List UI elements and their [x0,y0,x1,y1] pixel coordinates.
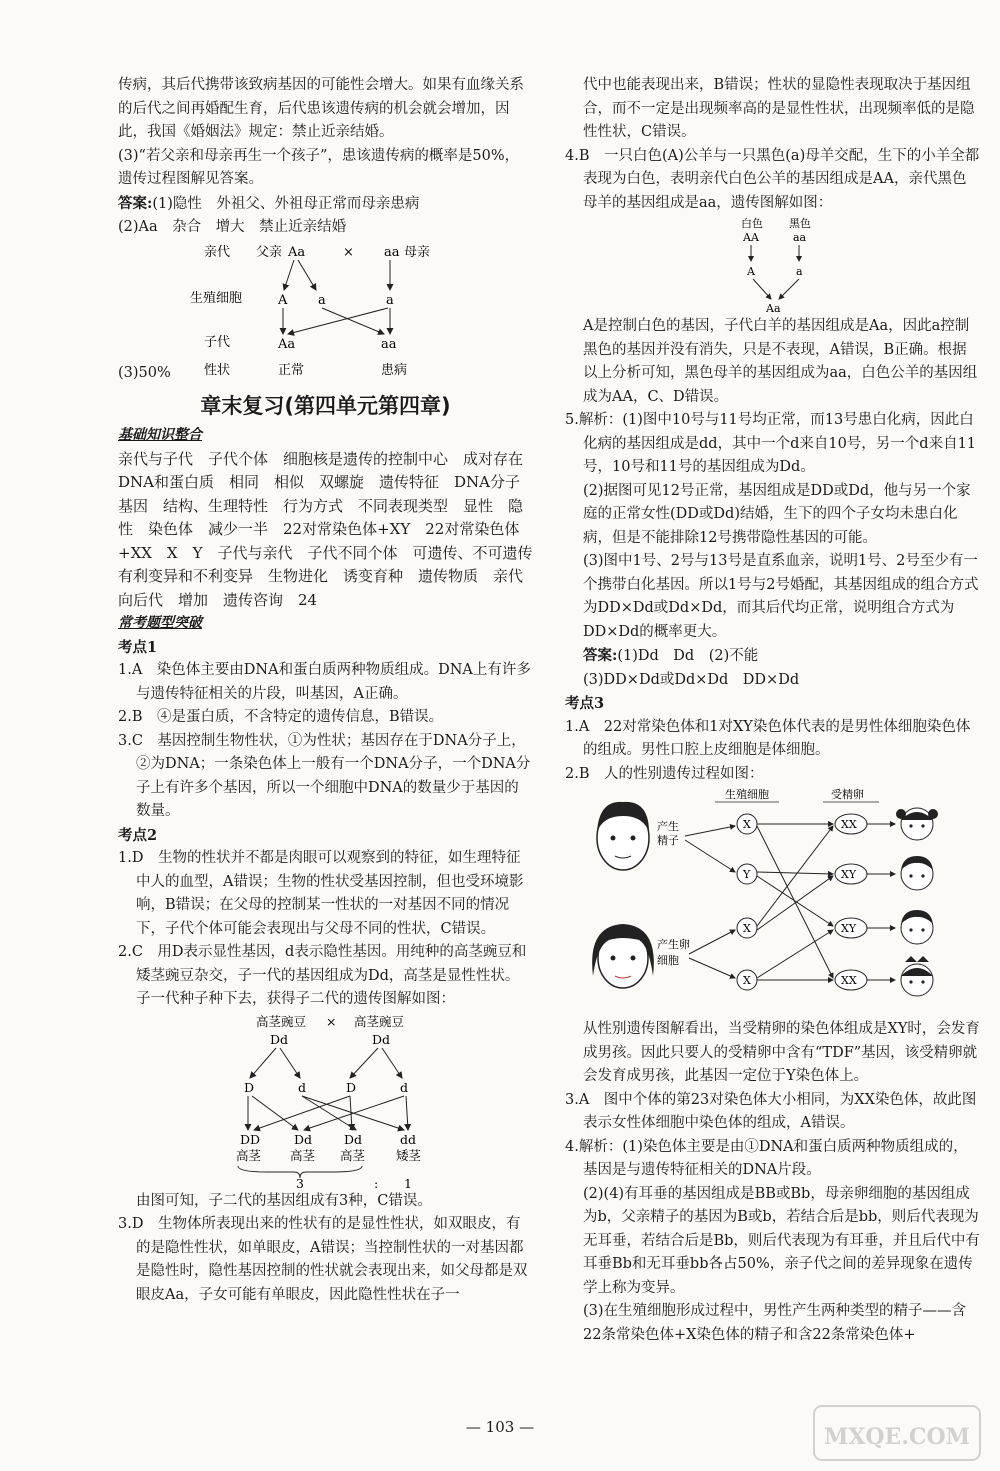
kp1-item-1: 1.A 染色体主要由DNA和蛋白质两种物质组成。DNA上有许多与遗传特征相关的片段，叫基因，A正确。 [118,662,531,702]
girl-face-icon-2 [901,956,933,996]
cross-symbol-2: × [326,1013,337,1029]
trait-tall-1: 高茎 [236,1147,262,1163]
zygote-xy-2: XY [841,922,857,935]
item-5-answer-line-2: (3)DD×Dd或Dd×Dd DD×Dd [583,671,800,688]
cross-symbol: × [343,244,354,260]
sheep-gamete-a: a [796,265,803,278]
parent-label-1: 高茎豌豆 [256,1013,307,1029]
boy-face-icon-2 [901,910,933,944]
offspring-Aa: Aa [278,336,296,352]
gamete-y-sperm: Y [743,868,751,881]
kp1-item-3: 3.C 基因控制生物性状，①为性状；基因存在于DNA分子上，②为DNA；一条染色体上一般有一个DNA分子，一个DNA分子上有许多个基因，所以一个细胞中DNA的数量少于基因的数量。 [118,732,531,819]
offspring-DD: DD [240,1131,261,1147]
item-4-analysis-1: 4.解析：(1)染色体主要是由①DNA和蛋白质两种物质组成的，基因是与遗传特征相关的DNA片段。 [565,1138,968,1178]
diagram-1-svg [118,240,533,388]
gamete-x-egg-1: X [743,922,751,935]
inheritance-diagram-1 [118,240,533,388]
left-column [118,74,548,1307]
ratio-3: 3 [296,1175,304,1190]
page-number: — 103 — [465,1418,535,1436]
answer-line-2: (2)Aa 杂合 增大 禁止近亲结婚 [118,219,347,235]
answer-label: 答案: [118,194,153,212]
gamete-x-sperm: X [743,818,751,831]
row-label-trait: 性状 [204,362,231,378]
watermark-text: MXQE.COM [823,1424,971,1450]
sheep-inheritance-diagram [565,215,980,315]
after-diagram-2: 由图可知，子二代的基因组成有3种，C错误。 [136,1192,432,1209]
kaodian-3-heading: 考点3 [565,695,605,712]
offspring-Dd-2: Dd [344,1131,363,1147]
offspring-aa: aa [381,336,397,352]
row-label-offspring: 子代 [204,334,231,350]
trait-disease: 患病 [381,362,408,378]
kp2-item-1: 1.D 生物的性状并不都是肉眼可以观察到的特征，如生理特征中人的血型，A错误；生物的性状受基因控制，但也受环境影响，B错误；在父母的控制某一性状的一对基因不同的情况下，子代个体可能会表现出与父母不同的性状，C错误。 [118,850,524,937]
item-5-analysis-3: (3)图中1号、2号与13号是直系血亲，说明1号、2号至少有一个携带白化基因。所以1号与2号婚配，其基因组成的组合方式为DD×Dd或Dd×Dd，而其后代均正常，说明组合方式为DD×Dd的概率更大。 [583,553,979,640]
item-5-analysis-2: (2)据图可见12号正常，基因组成是DD或Dd，他与另一个家庭的正常女性(DD或Dd)结婚，生下的四个子女均未患白化病，但是不能排除12号携带隐性基因的可能。 [583,482,971,546]
right-intro-paragraph: 代中也能表现出来，B错误；性状的显隐性表现取决于基因组合，而不一定是出现频率高的是显性性状，出现频率低的是隐性性状，C错误。 [583,77,975,140]
parent-genotype-2: Dd [372,1031,391,1047]
zygote-xx-2: XX [841,974,857,987]
female-label-1: 产生卵 [657,938,690,951]
kp2-item-3: 3.D 生物体所表现出来的性状有的是显性性状，如双眼皮，有的是隐性性状，如单眼皮，A错误；当控制性状的一对基因都是隐性时，隐性基因控制的性状就会表现出来，如父母都是双眼皮Aa，子女可能有单眼皮，因此隐性性状在子一 [118,1216,528,1303]
sheep-genotype-aa: aa [793,231,807,244]
after-diagram-4: 从性别遗传图解看出，当受精卵的染色体组成是XY时，会发育成男孩。因此只要人的受精卵中含有“TDF”基因，该受精卵就会发育成男孩，此基因一定位于Y染色体上。 [583,1021,980,1084]
mother-label: 母亲 [404,244,431,260]
father-label: 父亲 [256,244,283,260]
watermark-logo [812,1404,982,1462]
ratio-colon: : [374,1175,379,1190]
zygote-xx-1: XX [841,818,857,831]
kaodian-1-heading: 考点1 [118,638,158,656]
left-intro-paragraph: 传病，其后代携带该致病基因的可能性会增大。如果有血缘关系的后代之间再婚配生育，后代患该遗传病的机会就会增加，因此，我国《婚姻法》规定：禁止近亲结婚。 [118,77,524,140]
row-label-parent: 亲代 [204,244,231,260]
ratio-1: 1 [404,1175,412,1190]
gamete-x-egg-2: X [743,974,751,987]
item-4-analysis-3: (3)在生殖细胞形成过程中，男性产生两种类型的精子——含22条常染色体+X染色体的精子和含22条常染色体+ [583,1303,967,1343]
offspring-dd: dd [400,1131,417,1147]
male-label-2: 精子 [657,834,679,847]
kp2-item-2: 2.C 用D表示显性基因，d表示隐性基因。用纯种的高茎豌豆和矮茎豌豆杂交，子一代的基因组成为Dd，高茎是显性性状。子一代种子种下去，获得子二代的遗传图解如图： [118,944,527,1007]
sheep-gamete-A: A [747,265,755,278]
item-4-sheep: 4.B 一只白色(A)公羊与一只黑色(a)母羊交配，生下的小羊全都表现为白色，表明亲代白色公羊的基因组成是AA，亲代黑色母羊的基因组成是aa，遗传图解如图： [565,147,980,211]
kp1-item-2: 2.B ④是蛋白质，不含特定的遗传信息，B错误。 [118,709,444,725]
female-label-2: 细胞 [657,954,679,967]
trait-normal: 正常 [278,362,305,378]
boy-face-icon-1 [901,856,933,890]
answer-line [118,192,533,217]
sheep-label-white: 白色 [741,217,763,230]
item-5-answer-line [565,644,980,669]
girl-face-icon-1 [896,808,938,840]
item-5-analysis-1: 5.解析：(1)图中10号与11号均正常，而13号患白化病，因此白化病的基因组成是dd，其中一个d来自10号，另一个d来自11号，10号和11号的基因组成为Dd。 [565,412,977,475]
after-diagram-3: A是控制白色的基因，子代白羊的基因组成是Aa，因此a控制黑色的基因并没有消失，只是不表现，A错误，B正确。根据以上分析可知，黑色母羊的基因组成为aa，白色公羊的基因组成为AA，C、D错误。 [583,318,978,405]
item-4-analysis-2: (2)(4)有耳垂的基因组成是BB或Bb，母亲卵细胞的基因组成为b，父亲精子的基因为B或b，若结合后是bb，则后代表现为无耳垂，若结合后是Bb，则后代表现为有耳垂，并且后代中有耳垂Bb和无耳垂bb各占50%，亲子代之间的差异现象在遗传学上称为变异。 [583,1185,980,1296]
section-heading-practice: 常考题型突破 [118,615,202,631]
zygote-xy-1: XY [841,868,857,881]
chapter-title: 章末复习(第四单元第四章) [200,393,451,418]
gamete-A: A [278,292,288,308]
row-label-gamete: 生殖细胞 [190,290,243,306]
gamete-D-2: D [346,1079,357,1095]
gamete-d-2: d [400,1079,409,1095]
pea-inheritance-diagram [118,1012,533,1190]
answer-line-3: (3)50% [118,364,171,381]
right-column [565,74,980,1347]
section-heading-basic: 基础知识整合 [118,427,202,443]
male-face-icon [597,802,649,870]
sheep-offspring-Aa: Aa [766,302,781,315]
parent-label-2: 高茎豌豆 [354,1013,405,1029]
answer-label-5: 答案: [583,647,618,664]
sheep-genotype-AA: AA [743,231,759,244]
gamete-a-father: a [318,292,326,308]
trait-tall-3: 高茎 [340,1147,366,1163]
label-zygote: 受精卵 [831,788,864,801]
kp3-item-2: 2.B 人的性别遗传过程如图： [565,765,764,782]
offspring-Dd-1: Dd [294,1131,313,1147]
kp3-item-1: 1.A 22对常染色体和1对XY染色体代表的是男性体细胞染色体的组成。男性口腔上皮细胞是体细胞。 [565,718,971,758]
gamete-d-1: d [298,1079,307,1095]
male-label-1: 产生 [657,820,679,833]
sex-inheritance-diagram [565,786,980,1018]
answer-text: (1)隐性 外祖父、外祖母正常而母亲患病 [152,195,420,212]
label-germ-cell: 生殖细胞 [725,788,769,801]
parent-genotype-1: Dd [270,1031,289,1047]
kp3-item-3: 3.A 图中个体的第23对染色体大小相同，为XX染色体，故此图表示女性体细胞中染色体的组成，A错误。 [565,1091,977,1131]
mother-genotype: aa [384,244,400,260]
trait-tall-2: 高茎 [290,1147,316,1163]
trait-short: 矮茎 [396,1147,422,1163]
father-genotype: Aa [288,244,306,260]
gamete-a-mother: a [386,292,394,308]
kaodian-2-heading: 考点2 [118,826,158,844]
female-face-icon [592,924,654,988]
keyword-summary: 亲代与子代 子代个体 细胞核是遗传的控制中心 成对存在 DNA和蛋白质 相同 相似 双螺旋 遗传特征 DNA分子 基因 结构、生理特性 行为方式 不同表现类型 显性 隐性 染色体 减少一半 22对常染色体+XY 22对常染色体+XX X Y 子代与亲代 子代不同个体 可遗传、不可遗传 有利变异和不利变异 生物进化 诱变育种 遗传物质 亲代向后代 增加 遗传咨询 24 [118,449,548,609]
gamete-D-1: D [244,1079,255,1095]
sheep-label-black: 黑色 [789,217,811,230]
answer-5-text: (1)Dd Dd (2)不能 [617,648,759,664]
left-intro-paragraph-2: (3)“若父亲和母亲再生一个孩子”，患该遗传病的概率是50%，遗传过程图解见答案。 [118,147,520,187]
